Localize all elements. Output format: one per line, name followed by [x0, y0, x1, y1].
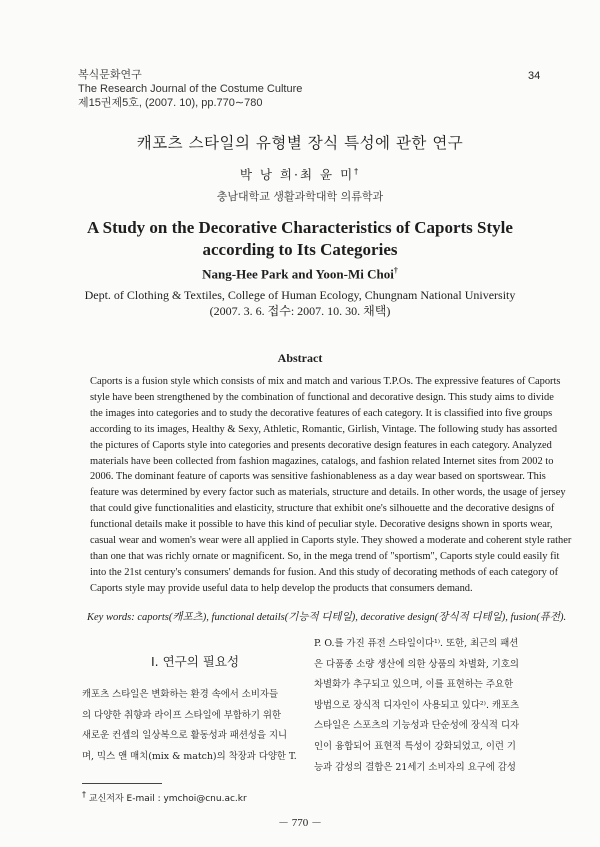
body-text-line: 인이 융합되어 표현적 특성이 강화되었고, 이런 기 [314, 740, 516, 752]
abstract-line: than one that was richly ornate or magnificent. So, in the mega trend of "sportism", Caports style could easily fit [90, 550, 560, 562]
abstract-heading: Abstract [277, 351, 323, 365]
corresponding-mark-en: † [393, 266, 398, 275]
footnote-mark: † [82, 790, 86, 799]
abstract-line: 2006. The dominant feature of caports was sensitive fashionableness as a day wear based on sportswear. This [90, 471, 546, 483]
keywords: Key words: caports(캐포츠), functional details(기능적 디테일), decorative design(장식적 디테일), fusion(퓨전). [87, 612, 567, 623]
abstract-line: that could give functionalities and elasticity, structure that exhibit one's silhouette and the decorative designs of [90, 503, 555, 515]
body-text-line: P. O.를 가진 퓨전 스타일이다¹⁾. 또한, 최근의 패션 [314, 638, 519, 649]
corresponding-mark: † [354, 166, 361, 176]
body-text-line: 캐포츠 스타일은 변화하는 환경 속에서 소비자들 [82, 689, 279, 700]
body-text-line: 방법으로 장식적 디자인이 사용되고 있다²⁾. 캐포츠 [314, 699, 520, 711]
page-number-bottom: － 770 － [278, 817, 322, 829]
abstract-line: casual wear and women's wear were all applied in Caports style. They showed a moderate and coherent style rather [90, 535, 572, 547]
abstract-line: materials have been collected from fashion magazines, catalogs, and fashion related Internet sites from 2002 to [90, 455, 554, 467]
title-english [60, 217, 540, 261]
authors-english [60, 266, 540, 282]
body-text-line: 차별화가 추구되고 있으며, 이를 표현하는 주요한 [314, 679, 514, 691]
abstract-line: feature was determined by every factor such as materials, structure and details. In other words, the usage of jersey [90, 487, 566, 499]
body-text-line: 며, 믹스 앤 매치(mix & match)의 착장과 다양한 T. [82, 750, 297, 762]
body-text-line: 은 다품종 소량 생산에 의한 상품의 차별화, 기호의 [314, 658, 519, 670]
abstract-body [90, 374, 572, 597]
abstract-line: according to its images, Healthy & Sexy, Athletic, Romantic, Girlish, Vintage. The following study has assorted [90, 423, 558, 435]
journal-name-en: The Research Journal of the Costume Culture [78, 83, 303, 95]
page-number-top: 34 [528, 70, 541, 82]
body-text-line: 새로운 컨셉의 일상복으로 활동성과 패션성을 지니 [82, 730, 288, 742]
footnote-text: 교신저자 E-mail : ymchoi@cnu.ac.kr [88, 794, 247, 804]
abstract-line: into the 21st century's consumers' demands for fusion. And this study of decorating methods of each category of [90, 566, 559, 578]
journal-issue: 제15권제5호, (2007. 10), pp.770∼780 [78, 97, 263, 109]
footnote-rule [82, 783, 162, 784]
left-column [82, 685, 300, 767]
affiliation-english-text: Dept. of Clothing & Textiles, College of Human Ecology, Chungnam National University [84, 288, 516, 302]
journal-header [78, 68, 302, 110]
abstract-line: style have been strengthened by the combination of functional and decorative design. This study aims to divide [90, 391, 554, 403]
abstract-line: Caports style may provide useful data to help develop the products that consumers demand. [90, 582, 473, 594]
title-english-line-2: according to Its Categories [202, 240, 398, 259]
section-heading: Ⅰ. 연구의 필요성 [150, 654, 240, 669]
affiliation-korean: 충남대학교 생활과학대학 의류학과 [216, 190, 384, 203]
body-text-line: 스타일은 스포츠의 기능성과 단순성에 장식적 디자 [314, 720, 520, 732]
title-korean: 캐포츠 스타일의 유형별 장식 특성에 관한 연구 [136, 134, 464, 152]
title-english-line-1: A Study on the Decorative Characteristics of Caports Style [87, 218, 513, 237]
authors-korean [60, 165, 540, 183]
footnote [82, 790, 247, 804]
abstract-line: functional details make it possible to have this kind of peculiar style. Decorative designs shown in sports wear, [90, 519, 553, 531]
received-date: (2007. 3. 6. 접수: 2007. 10. 30. 채택) [209, 304, 391, 318]
abstract-line: the pictures of Caports style into categories and presents decorative design features in each category. Analyzed [90, 439, 552, 451]
affiliation-english [60, 287, 540, 319]
right-column [314, 634, 540, 778]
abstract-line: the images into categories and to study the decorative features of each category. It is classified into five groups [90, 407, 553, 419]
authors-english-names: Nang-Hee Park and Yoon-Mi Choi [202, 266, 394, 282]
abstract-line: Caports is a fusion style which consists of mix and match and various T.P.Os. The expressive features of Caports [90, 376, 561, 387]
authors-korean-names: 박 낭 희·최 윤 미 [239, 167, 355, 182]
body-text-line: 의 다양한 취향과 라이프 스타일에 부합하기 위한 [82, 709, 282, 721]
body-text-line: 능과 감성의 결합은 21세기 소비자의 요구에 감성 [314, 761, 516, 773]
journal-name-ko: 복식문화연구 [78, 69, 142, 81]
